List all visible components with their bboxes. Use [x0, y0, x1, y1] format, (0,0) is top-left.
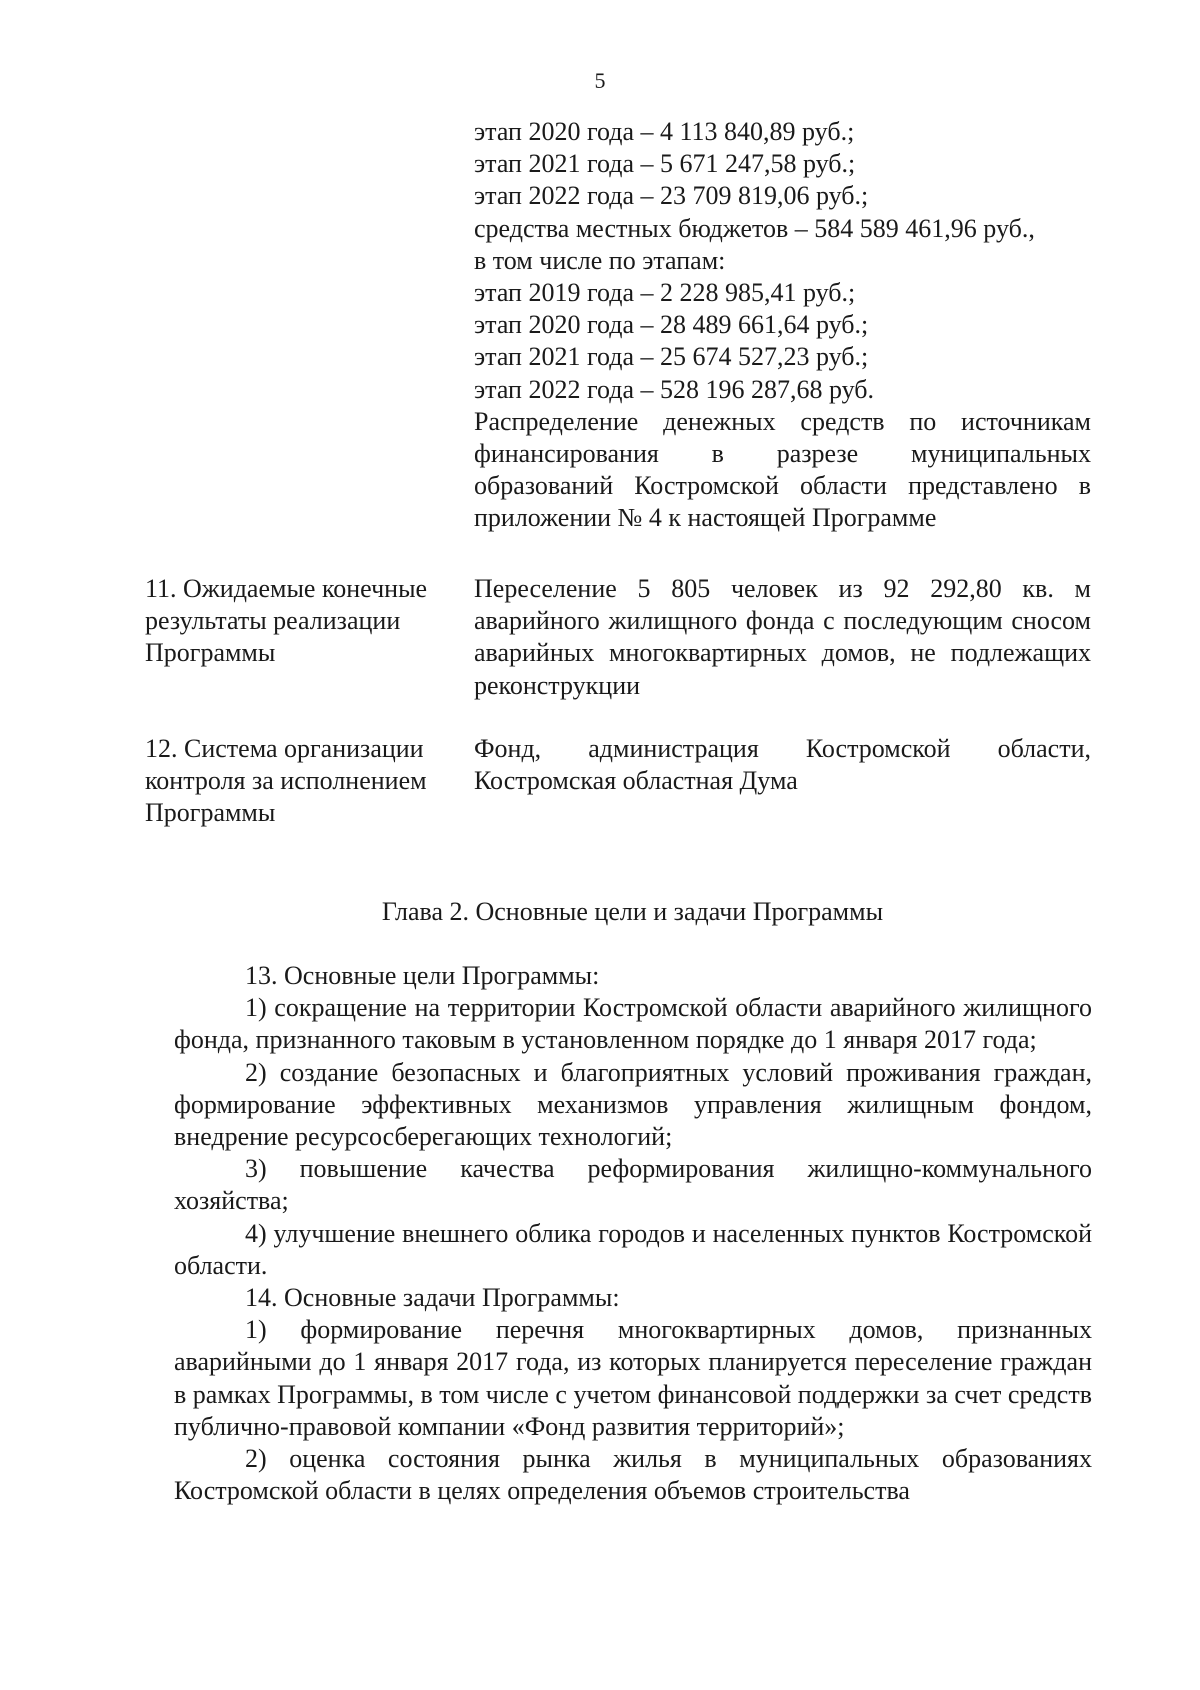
passport-row-value: Переселение 5 805 человек из 92 292,80 кв. м аварийного жилищного фонда с последующим сносом аварийных многоквартирных домов, не подлежащих реконструкции	[474, 574, 1091, 700]
paragraph: 13. Основные цели Программы:	[245, 961, 600, 990]
paragraph: 3) повышение качества реформирования жилищно-коммунального хозяйства;	[174, 1154, 1092, 1216]
funding-line: этап 2019 года – 2 228 985,41 руб.;	[474, 278, 856, 308]
paragraph: 1) сокращение на территории Костромской области аварийного жилищного фонда, признанного таковым в установленном порядке до 1 января 2017 года;	[174, 993, 1092, 1055]
funding-line: этап 2022 года – 23 709 819,06 руб.;	[474, 181, 869, 211]
chapter-body	[174, 960, 1092, 1507]
funding-line: этап 2022 года – 528 196 287,68 руб.	[474, 374, 875, 404]
funding-line: этап 2020 года – 4 113 840,89 руб.;	[474, 117, 855, 146]
funding-breakdown	[474, 116, 1091, 535]
funding-distribution-text: Распределение денежных средств по источникам финансирования в разрезе муниципальных образований Костромской области представлено в приложении № 4 к настоящей Программе	[474, 406, 1091, 533]
funding-line: этап 2021 года – 25 674 527,23 руб.;	[474, 342, 869, 372]
paragraph: 2) оценка состояния рынка жилья в муниципальных образованиях Костромской области в целях определения объемов строительства	[174, 1444, 1092, 1506]
paragraph: 1) формирование перечня многоквартирных домов, признанных аварийными до 1 января 2017 года, из которых планируется переселение граждан в рамках Программы, в том числе с учетом финансовой поддержки за счет средств публично-правовой компании «Фонд развития территорий»;	[174, 1315, 1092, 1441]
passport-row-label: 12. Система организации контроля за исполнением Программы	[145, 734, 427, 828]
page-number: 5	[594, 68, 606, 93]
chapter-title: Глава 2. Основные цели и задачи Программы	[381, 897, 884, 926]
paragraph: 4) улучшение внешнего облика городов и населенных пунктов Костромской области.	[174, 1218, 1092, 1280]
paragraph: 2) создание безопасных и благоприятных условий проживания граждан, формирование эффективных механизмов управления жилищным фондом, внедрение ресурсосберегающих технологий;	[174, 1057, 1092, 1152]
passport-row-label: 11. Ожидаемые конечные результаты реализации Программы	[145, 574, 428, 668]
funding-line: этап 2021 года – 5 671 247,58 руб.;	[474, 149, 856, 179]
paragraph: 14. Основные задачи Программы:	[245, 1283, 620, 1313]
funding-line: в том числе по этапам:	[474, 245, 726, 275]
passport-row-value: Фонд, администрация Костромской области, Костромская областная Дума	[474, 734, 1091, 796]
funding-line: этап 2020 года – 28 489 661,64 руб.;	[474, 310, 869, 340]
funding-line: средства местных бюджетов – 584 589 461,96 руб.,	[474, 213, 1035, 243]
